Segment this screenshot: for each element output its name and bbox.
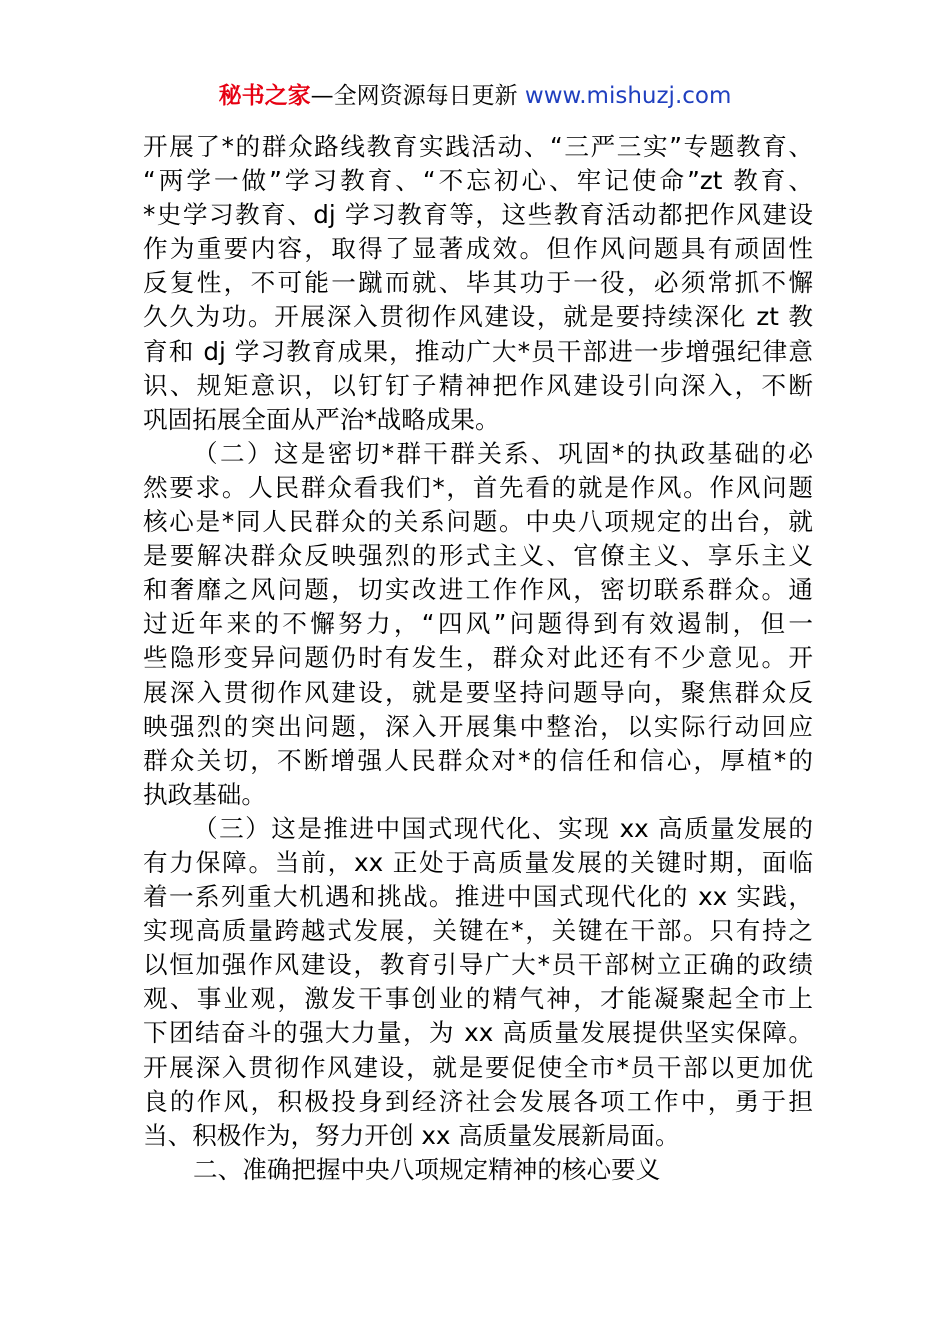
body-line: 久久为功。开展深入贯彻作风建设，就是要持续深化 zt 教: [143, 302, 813, 332]
body-line: 良的作风，积极投身到经济社会发展各项工作中，勇于担: [143, 1086, 813, 1116]
body-line: 群众关切，不断增强人民群众对*的信任和信心，厚植*的: [143, 745, 813, 775]
header-brand: 秘书之家: [218, 83, 311, 109]
body-line: 和奢靡之风问题，切实改进工作作风，密切联系群众。通: [143, 575, 813, 605]
body-line: 些隐形变异问题仍时有发生，群众对此还有不少意见。开: [143, 643, 813, 673]
page-header: [0, 80, 950, 112]
body-line: “两学一做”学习教育、“不忘初心、牢记使命”zt 教育、: [143, 166, 813, 196]
chapter-heading: 二、准确把握中央八项规定精神的核心要义: [193, 1154, 661, 1184]
body-line: 巩固拓展全面从严治*战略成果。: [143, 404, 500, 434]
header-tagline: —全网资源每日更新: [310, 83, 518, 109]
body-line: 开展深入贯彻作风建设，就是要促使全市*员干部以更加优: [143, 1052, 813, 1082]
body-line: 开展了*的群众路线教育实践活动、“三严三实”专题教育、: [143, 132, 813, 161]
body-line: 展深入贯彻作风建设，就是要坚持问题导向，聚焦群众反: [143, 677, 813, 707]
body-line: 过近年来的不懈努力，“四风”问题得到有效遏制，但一: [143, 609, 813, 639]
body-line: 观、事业观，激发干事创业的精气神，才能凝聚起全市上: [143, 984, 813, 1014]
body-line: 是要解决群众反映强烈的形式主义、官僚主义、享乐主义: [143, 541, 813, 571]
body-line: 以恒加强作风建设，教育引导广大*员干部树立正确的政绩: [143, 950, 813, 980]
header-url[interactable]: www.mishuzj.com: [524, 83, 732, 109]
body-line: *史学习教育、dj 学习教育等，这些教育活动都把作风建设: [143, 200, 813, 230]
body-line: 核心是*同人民群众的关系问题。中央八项规定的出台，就: [143, 507, 813, 537]
body-line: 识、规矩意识，以钉钉子精神把作风建设引向深入，不断: [143, 370, 813, 400]
body-line: 反复性，不可能一蹴而就、毕其功于一役，必须常抓不懈: [143, 268, 813, 298]
body-line: 育和 dj 学习教育成果，推动广大*员干部进一步增强纪律意: [143, 336, 813, 366]
section-heading-3: （三）这是推进中国式现代化、实现 xx 高质量发展的: [193, 813, 813, 843]
section-heading-2: （二）这是密切*群干群关系、巩固*的执政基础的必: [193, 438, 813, 468]
body-line: 着一系列重大机遇和挑战。推进中国式现代化的 xx 实践，: [143, 882, 813, 912]
body-line: 实现高质量跨越式发展，关键在*，关键在干部。只有持之: [143, 916, 813, 946]
body-line: 当、积极作为，努力开创 xx 高质量发展新局面。: [143, 1120, 680, 1150]
body-line: 作为重要内容，取得了显著成效。但作风问题具有顽固性: [143, 234, 813, 264]
body-line: 执政基础。: [143, 779, 266, 809]
body-line: 下团结奋斗的强大力量，为 xx 高质量发展提供坚实保障。: [143, 1018, 813, 1048]
body-line: 然要求。人民群众看我们*，首先看的就是作风。作风问题: [143, 472, 813, 502]
body-line: 映强烈的突出问题，深入开展集中整治，以实际行动回应: [143, 711, 813, 741]
body-line: 有力保障。当前，xx 正处于高质量发展的关键时期，面临: [143, 847, 813, 877]
document-body: [143, 130, 813, 1187]
